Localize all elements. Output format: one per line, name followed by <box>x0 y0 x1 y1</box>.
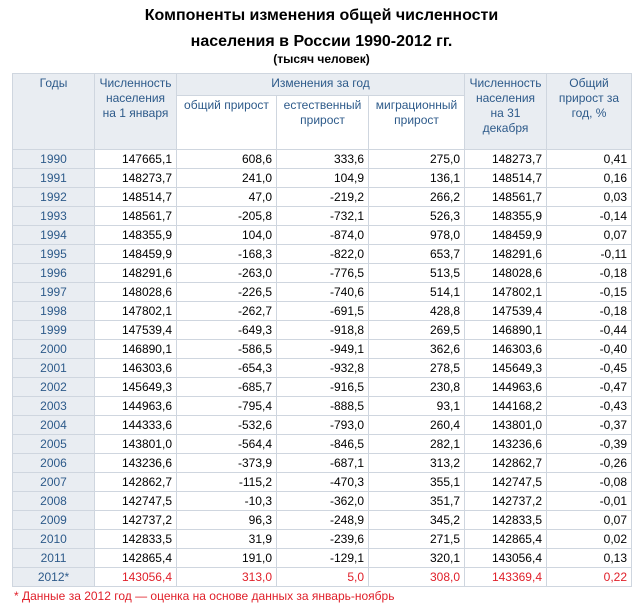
cell-growth-rate: 0,16 <box>547 169 632 188</box>
cell-total-growth: -586,5 <box>177 340 277 359</box>
header-changes: Изменения за год <box>177 74 465 96</box>
cell-pop-end: 142865,4 <box>465 530 547 549</box>
cell-pop-end: 147539,4 <box>465 302 547 321</box>
cell-natural-growth: -470,3 <box>277 473 369 492</box>
title-line-2: населения в России 1990-2012 гг. <box>190 33 453 50</box>
cell-year: 1998 <box>13 302 95 321</box>
cell-year: 2000 <box>13 340 95 359</box>
table-row <box>13 435 632 454</box>
cell-natural-growth: -846,5 <box>277 435 369 454</box>
cell-natural-growth: -874,0 <box>277 226 369 245</box>
table-row <box>13 264 632 283</box>
cell-migration-growth: 428,8 <box>369 302 465 321</box>
table-row <box>13 454 632 473</box>
population-table <box>12 73 632 587</box>
cell-growth-rate: -0,18 <box>547 264 632 283</box>
cell-natural-growth: -776,5 <box>277 264 369 283</box>
cell-total-growth: -10,3 <box>177 492 277 511</box>
cell-year: 1994 <box>13 226 95 245</box>
cell-growth-rate: -0,14 <box>547 207 632 226</box>
cell-growth-rate: 0,13 <box>547 549 632 568</box>
table-row <box>13 549 632 568</box>
header-growth-rate: Общий прирост за год, % <box>547 74 632 150</box>
cell-total-growth: 96,3 <box>177 511 277 530</box>
cell-pop-end: 144168,2 <box>465 397 547 416</box>
cell-total-growth: 191,0 <box>177 549 277 568</box>
table-row <box>13 283 632 302</box>
header-migration-growth: миграционный прирост <box>369 96 465 150</box>
cell-pop-start: 142833,5 <box>95 530 177 549</box>
cell-migration-growth: 271,5 <box>369 530 465 549</box>
cell-migration-growth: 230,8 <box>369 378 465 397</box>
cell-year: 1996 <box>13 264 95 283</box>
cell-pop-end: 143801,0 <box>465 416 547 435</box>
cell-year: 2003 <box>13 397 95 416</box>
table-row <box>13 321 632 340</box>
cell-pop-start: 148273,7 <box>95 169 177 188</box>
table-row <box>13 169 632 188</box>
cell-natural-growth: -732,1 <box>277 207 369 226</box>
cell-year: 2011 <box>13 549 95 568</box>
cell-total-growth: 31,9 <box>177 530 277 549</box>
cell-total-growth: -262,7 <box>177 302 277 321</box>
cell-year: 1990 <box>13 150 95 169</box>
header-natural-growth: естественный прирост <box>277 96 369 150</box>
cell-pop-start: 145649,3 <box>95 378 177 397</box>
footnote: * Данные за 2012 год — оценка на основе данных за январь-ноябрь <box>14 589 395 603</box>
cell-pop-end: 146890,1 <box>465 321 547 340</box>
cell-year: 1993 <box>13 207 95 226</box>
cell-year: 2004 <box>13 416 95 435</box>
table-body <box>13 150 632 587</box>
cell-pop-end: 147802,1 <box>465 283 547 302</box>
cell-natural-growth: -888,5 <box>277 397 369 416</box>
cell-growth-rate: 0,07 <box>547 226 632 245</box>
cell-migration-growth: 275,0 <box>369 150 465 169</box>
cell-natural-growth: -687,1 <box>277 454 369 473</box>
cell-year: 2005 <box>13 435 95 454</box>
table-row <box>13 492 632 511</box>
cell-growth-rate: 0,22 <box>547 568 632 587</box>
cell-natural-growth: -691,5 <box>277 302 369 321</box>
cell-year: 1991 <box>13 169 95 188</box>
cell-natural-growth: -918,8 <box>277 321 369 340</box>
table-row <box>13 473 632 492</box>
table-row <box>13 340 632 359</box>
cell-migration-growth: 526,3 <box>369 207 465 226</box>
cell-natural-growth: -362,0 <box>277 492 369 511</box>
cell-pop-end: 143056,4 <box>465 549 547 568</box>
cell-pop-end: 148273,7 <box>465 150 547 169</box>
cell-pop-start: 148355,9 <box>95 226 177 245</box>
cell-total-growth: 608,6 <box>177 150 277 169</box>
cell-total-growth: -168,3 <box>177 245 277 264</box>
cell-pop-start: 147539,4 <box>95 321 177 340</box>
cell-pop-start: 144963,6 <box>95 397 177 416</box>
cell-year: 2008 <box>13 492 95 511</box>
cell-pop-end: 148514,7 <box>465 169 547 188</box>
cell-natural-growth: 5,0 <box>277 568 369 587</box>
cell-year: 2010 <box>13 530 95 549</box>
cell-pop-start: 143801,0 <box>95 435 177 454</box>
cell-migration-growth: 653,7 <box>369 245 465 264</box>
cell-total-growth: -115,2 <box>177 473 277 492</box>
cell-growth-rate: -0,18 <box>547 302 632 321</box>
cell-natural-growth: -932,8 <box>277 359 369 378</box>
table-row <box>13 511 632 530</box>
cell-pop-end: 148561,7 <box>465 188 547 207</box>
cell-year: 2009 <box>13 511 95 530</box>
cell-year: 1992 <box>13 188 95 207</box>
cell-migration-growth: 351,7 <box>369 492 465 511</box>
table-subtitle: (тысяч человек) <box>273 52 370 66</box>
cell-total-growth: -373,9 <box>177 454 277 473</box>
cell-pop-start: 147665,1 <box>95 150 177 169</box>
cell-pop-start: 147802,1 <box>95 302 177 321</box>
cell-migration-growth: 266,2 <box>369 188 465 207</box>
cell-year: 1995 <box>13 245 95 264</box>
cell-pop-end: 143236,6 <box>465 435 547 454</box>
cell-pop-start: 142747,5 <box>95 492 177 511</box>
cell-pop-end: 148291,6 <box>465 245 547 264</box>
cell-total-growth: -685,7 <box>177 378 277 397</box>
cell-pop-start: 148459,9 <box>95 245 177 264</box>
cell-growth-rate: -0,15 <box>547 283 632 302</box>
cell-migration-growth: 355,1 <box>369 473 465 492</box>
cell-growth-rate: -0,45 <box>547 359 632 378</box>
cell-natural-growth: -916,5 <box>277 378 369 397</box>
cell-growth-rate: -0,40 <box>547 340 632 359</box>
cell-pop-end: 142862,7 <box>465 454 547 473</box>
cell-growth-rate: -0,01 <box>547 492 632 511</box>
cell-total-growth: 313,0 <box>177 568 277 587</box>
cell-pop-end: 148459,9 <box>465 226 547 245</box>
cell-natural-growth: -248,9 <box>277 511 369 530</box>
table-row <box>13 397 632 416</box>
table-row <box>13 188 632 207</box>
header-pop-end: Численность населения на 31 декабря <box>465 74 547 150</box>
cell-pop-end: 145649,3 <box>465 359 547 378</box>
cell-total-growth: 104,0 <box>177 226 277 245</box>
cell-pop-start: 148291,6 <box>95 264 177 283</box>
cell-total-growth: -654,3 <box>177 359 277 378</box>
cell-pop-start: 146303,6 <box>95 359 177 378</box>
cell-growth-rate: -0,08 <box>547 473 632 492</box>
cell-year: 2006 <box>13 454 95 473</box>
cell-pop-end: 148355,9 <box>465 207 547 226</box>
cell-pop-end: 142737,2 <box>465 492 547 511</box>
cell-total-growth: -795,4 <box>177 397 277 416</box>
cell-total-growth: -226,5 <box>177 283 277 302</box>
cell-year: 2012* <box>13 568 95 587</box>
cell-year: 2007 <box>13 473 95 492</box>
cell-growth-rate: -0,39 <box>547 435 632 454</box>
cell-migration-growth: 282,1 <box>369 435 465 454</box>
cell-pop-start: 144333,6 <box>95 416 177 435</box>
cell-growth-rate: -0,11 <box>547 245 632 264</box>
cell-migration-growth: 269,5 <box>369 321 465 340</box>
cell-year: 1997 <box>13 283 95 302</box>
cell-total-growth: 47,0 <box>177 188 277 207</box>
cell-year: 2001 <box>13 359 95 378</box>
cell-migration-growth: 362,6 <box>369 340 465 359</box>
cell-pop-start: 146890,1 <box>95 340 177 359</box>
cell-natural-growth: -740,6 <box>277 283 369 302</box>
cell-migration-growth: 313,2 <box>369 454 465 473</box>
cell-total-growth: -649,3 <box>177 321 277 340</box>
cell-pop-start: 142862,7 <box>95 473 177 492</box>
table-row <box>13 416 632 435</box>
table-row <box>13 226 632 245</box>
cell-pop-end: 148028,6 <box>465 264 547 283</box>
cell-total-growth: 241,0 <box>177 169 277 188</box>
table-row <box>13 207 632 226</box>
cell-total-growth: -532,6 <box>177 416 277 435</box>
cell-migration-growth: 978,0 <box>369 226 465 245</box>
cell-pop-start: 148028,6 <box>95 283 177 302</box>
cell-natural-growth: -793,0 <box>277 416 369 435</box>
cell-natural-growth: -822,0 <box>277 245 369 264</box>
cell-growth-rate: -0,37 <box>547 416 632 435</box>
cell-growth-rate: -0,44 <box>547 321 632 340</box>
title-line-1: Компоненты изменения общей численности <box>144 7 499 24</box>
cell-natural-growth: 333,6 <box>277 150 369 169</box>
cell-migration-growth: 260,4 <box>369 416 465 435</box>
cell-pop-start: 142737,2 <box>95 511 177 530</box>
table-row <box>13 302 632 321</box>
cell-pop-start: 142865,4 <box>95 549 177 568</box>
cell-growth-rate: -0,43 <box>547 397 632 416</box>
cell-growth-rate: 0,41 <box>547 150 632 169</box>
cell-migration-growth: 345,2 <box>369 511 465 530</box>
cell-natural-growth: -239,6 <box>277 530 369 549</box>
cell-growth-rate: 0,02 <box>547 530 632 549</box>
cell-growth-rate: 0,03 <box>547 188 632 207</box>
table-title <box>0 6 643 67</box>
table-row <box>13 150 632 169</box>
header-year: Годы <box>13 74 95 150</box>
cell-migration-growth: 320,1 <box>369 549 465 568</box>
cell-year: 2002 <box>13 378 95 397</box>
cell-migration-growth: 514,1 <box>369 283 465 302</box>
table-row <box>13 359 632 378</box>
cell-migration-growth: 513,5 <box>369 264 465 283</box>
header-pop-start: Численность населения на 1 января <box>95 74 177 150</box>
cell-pop-end: 142833,5 <box>465 511 547 530</box>
cell-pop-start: 148561,7 <box>95 207 177 226</box>
cell-migration-growth: 93,1 <box>369 397 465 416</box>
cell-total-growth: -564,4 <box>177 435 277 454</box>
cell-pop-start: 143236,6 <box>95 454 177 473</box>
header-total-growth: общий прирост <box>177 96 277 150</box>
cell-growth-rate: -0,26 <box>547 454 632 473</box>
cell-pop-start: 148514,7 <box>95 188 177 207</box>
cell-year: 1999 <box>13 321 95 340</box>
table-row <box>13 378 632 397</box>
cell-growth-rate: -0,47 <box>547 378 632 397</box>
cell-pop-end: 146303,6 <box>465 340 547 359</box>
cell-natural-growth: -129,1 <box>277 549 369 568</box>
cell-pop-end: 143369,4 <box>465 568 547 587</box>
table-row <box>13 568 632 587</box>
cell-natural-growth: 104,9 <box>277 169 369 188</box>
cell-natural-growth: -219,2 <box>277 188 369 207</box>
cell-migration-growth: 136,1 <box>369 169 465 188</box>
table-row <box>13 245 632 264</box>
cell-migration-growth: 308,0 <box>369 568 465 587</box>
cell-pop-end: 142747,5 <box>465 473 547 492</box>
cell-pop-end: 144963,6 <box>465 378 547 397</box>
table-row <box>13 530 632 549</box>
cell-growth-rate: 0,07 <box>547 511 632 530</box>
cell-migration-growth: 278,5 <box>369 359 465 378</box>
cell-total-growth: -263,0 <box>177 264 277 283</box>
cell-pop-start: 143056,4 <box>95 568 177 587</box>
cell-total-growth: -205,8 <box>177 207 277 226</box>
cell-natural-growth: -949,1 <box>277 340 369 359</box>
